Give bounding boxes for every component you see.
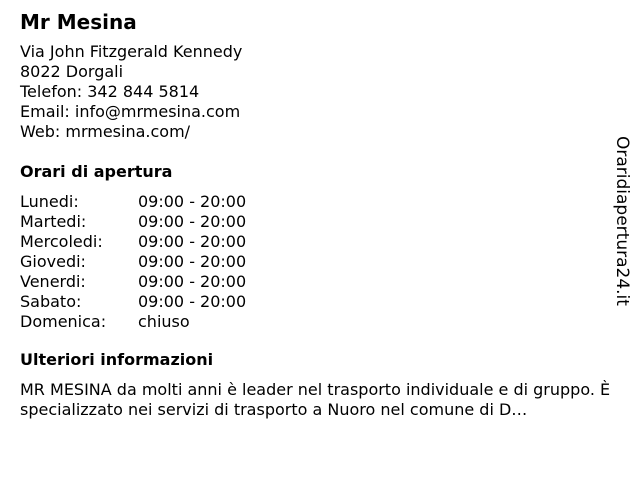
day-label: Martedi: <box>20 212 87 231</box>
hours-row-tuesday <box>20 212 620 232</box>
hours-row-monday <box>20 192 620 212</box>
email-line: Email: info@mrmesina.com <box>20 102 241 121</box>
day-label: Domenica: <box>20 312 107 331</box>
time-value: 09:00 - 20:00 <box>138 272 247 291</box>
time-value: 09:00 - 20:00 <box>138 232 247 251</box>
business-card <box>20 10 620 420</box>
day-label: Mercoledi: <box>20 232 103 251</box>
day-label: Sabato: <box>20 292 82 311</box>
hours-row-sunday <box>20 312 620 332</box>
business-name: Mr Mesina <box>20 10 137 34</box>
site-watermark: Oraridiapertura24.it <box>612 136 632 306</box>
address-street: Via John Fitzgerald Kennedy <box>20 42 243 61</box>
more-info-heading: Ulteriori informazioni <box>20 350 214 369</box>
day-label: Lunedi: <box>20 192 79 211</box>
opening-hours-heading: Orari di apertura <box>20 162 173 181</box>
opening-hours-table <box>20 192 620 332</box>
time-value: 09:00 - 20:00 <box>138 192 247 211</box>
time-value: 09:00 - 20:00 <box>138 252 247 271</box>
time-value: 09:00 - 20:00 <box>138 292 247 311</box>
day-label: Giovedi: <box>20 252 86 271</box>
time-value: 09:00 - 20:00 <box>138 212 247 231</box>
hours-row-wednesday <box>20 232 620 252</box>
hours-row-saturday <box>20 292 620 312</box>
business-description: MR MESINA da molti anni è leader nel trasporto individuale e di gruppo. È specializzato nei servizi di trasporto a Nuoro nel comune di D… <box>20 380 611 419</box>
hours-row-thursday <box>20 252 620 272</box>
contact-block <box>20 42 620 142</box>
hours-row-friday <box>20 272 620 292</box>
time-value: chiuso <box>138 312 190 331</box>
day-label: Venerdi: <box>20 272 86 291</box>
address-city: 8022 Dorgali <box>20 62 124 81</box>
web-line: Web: mrmesina.com/ <box>20 122 191 141</box>
phone-line: Telefon: 342 844 5814 <box>20 82 200 101</box>
